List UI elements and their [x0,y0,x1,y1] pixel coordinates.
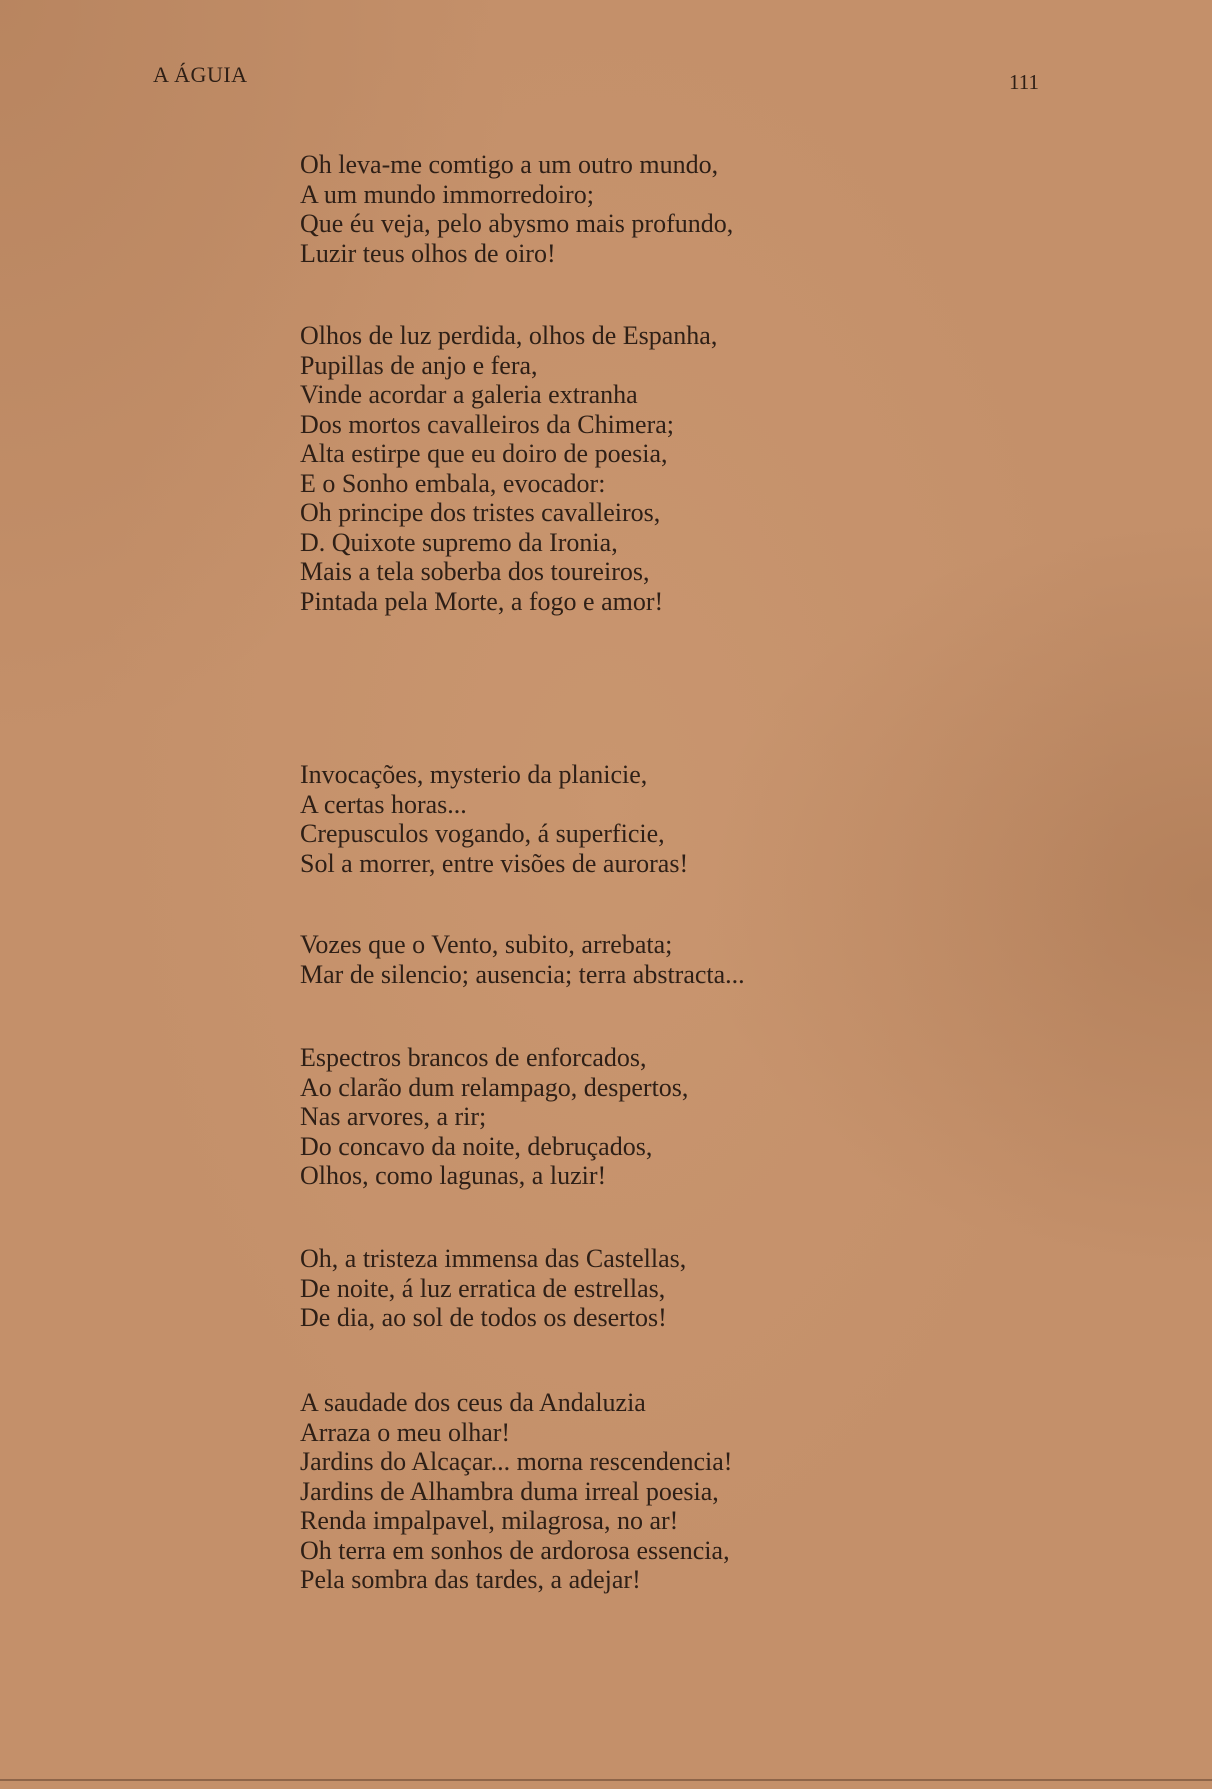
running-title: A ÁGUIA [153,62,248,87]
stanza [300,1388,732,1595]
poem-line: A um mundo immorredoiro; [300,179,594,209]
poem-line: Olhos de luz perdida, olhos de Espanha, [300,321,718,350]
poem-line: Oh terra em sonhos de ardorosa essencia, [300,1535,730,1565]
poem-line: Jardins de Alhambra duma irreal poesia, [300,1476,719,1506]
poem-line: Oh principe dos tristes cavalleiros, [300,498,661,527]
poem-line: Mar de silencio; ausencia; terra abstracta... [300,959,745,989]
poem-line: A saudade dos ceus da Andaluzia [300,1388,646,1417]
poem-line: Pintada pela Morte, a fogo e amor! [300,586,664,616]
poem-line: Pupillas de anjo e fera, [300,350,538,380]
poem-line: Pela sombra das tardes, a adejar! [300,1565,641,1594]
poem-line: D. Quixote supremo da Ironia, [300,527,618,557]
poem-line: E o Sonho embala, evocador: [300,468,606,498]
poem-line: Vozes que o Vento, subito, arrebata; [300,930,673,959]
poem-line: Vinde acordar a galeria extranha [300,380,638,409]
poem-line: Dos mortos cavalleiros da Chimera; [300,409,675,439]
poem-line: Sol a morrer, entre visões de auroras! [300,848,689,878]
stanza [300,930,745,989]
poem-line: Oh, a tristeza immensa das Castellas, [300,1244,687,1273]
poem-line: Que éu veja, pelo abysmo mais profundo, [300,209,734,238]
poem-line: Alta estirpe que eu doiro de poesia, [300,439,668,468]
poem-line: Oh leva-me comtigo a um outro mundo, [300,150,719,179]
poem-line: Ao clarão dum relampago, despertos, [300,1072,689,1102]
poem-line: Mais a tela soberba dos toureiros, [300,557,650,586]
poem-line: Jardins do Alcaçar... morna rescendencia! [300,1447,733,1476]
poem-line: Nas arvores, a rir; [300,1102,487,1131]
stanza [300,150,733,268]
poem-line: A certas horas... [300,789,467,819]
poem-line: Arraza o meu olhar! [300,1417,511,1447]
page-bottom-edge [0,1779,1212,1781]
poem-line: Luzir teus olhos de oiro! [300,238,556,268]
poem-line: Espectros brancos de enforcados, [300,1043,647,1072]
stanza [300,760,688,878]
poem-line: De dia, ao sol de todos os desertos! [300,1303,667,1332]
poem-line: Do concavo da noite, debruçados, [300,1131,653,1161]
poem-line: Crepusculos vogando, á superficie, [300,819,665,848]
stanza [300,321,717,616]
poem-line: Renda impalpavel, milagrosa, no ar! [300,1506,679,1535]
poem-line: Olhos, como lagunas, a luzir! [300,1161,607,1190]
page-number: 111 [1009,70,1039,94]
poem-line: Invocações, mysterio da planicie, [300,760,648,789]
poem-line: De noite, á luz erratica de estrellas, [300,1273,666,1303]
stanza [300,1043,688,1191]
stanza [300,1244,686,1333]
